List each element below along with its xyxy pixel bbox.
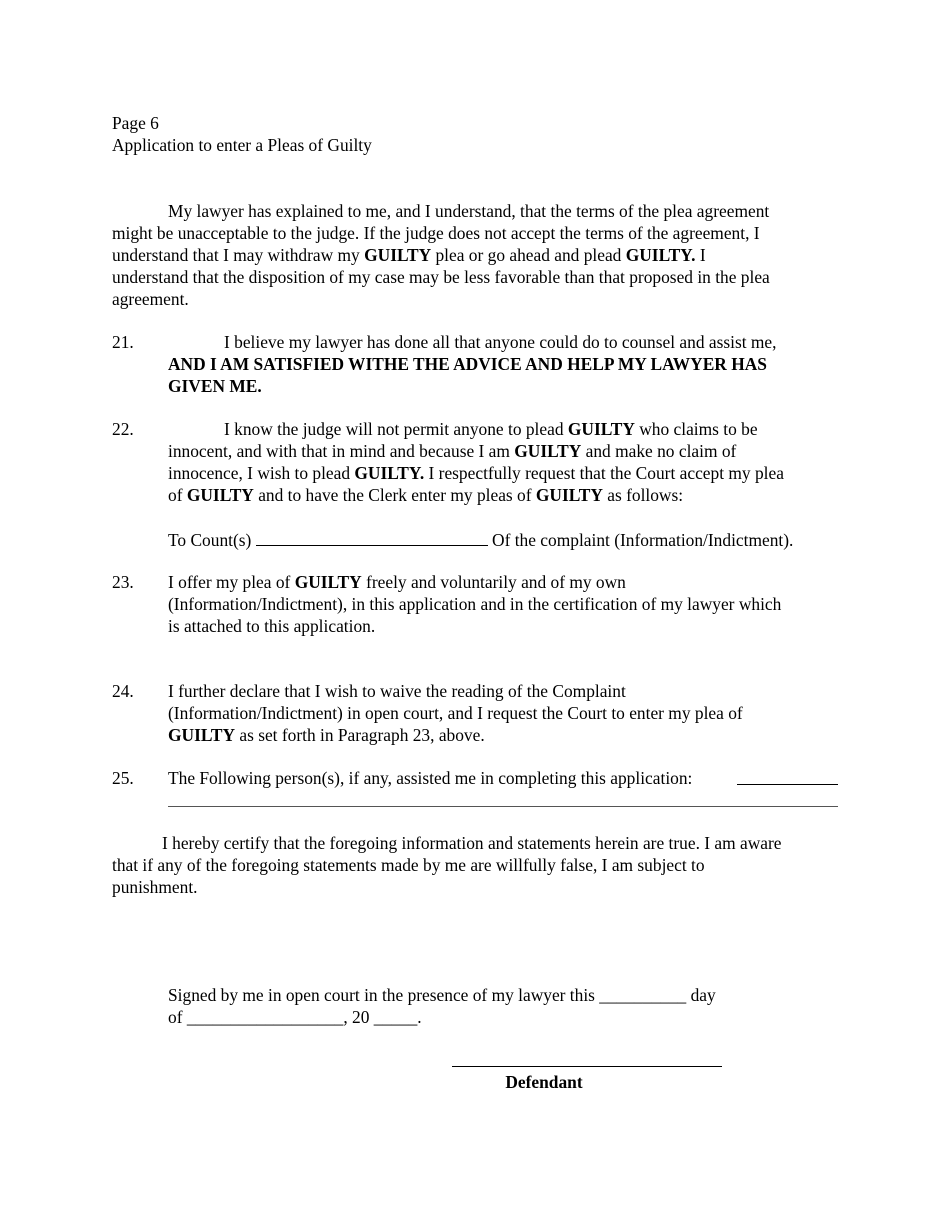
paragraph-number: 22. [112,419,134,439]
document-title: Application to enter a Pleas of Guilty [112,135,372,155]
paragraph-number: 25. [112,768,134,788]
page-number: Page 6 [112,113,159,133]
assistant-name-blank-field[interactable] [737,784,838,785]
assistant-name-continuation-line[interactable] [168,806,838,807]
count-blank-field[interactable] [256,528,488,546]
count-line: To Count(s) Of the complaint (Information/Indictment). [168,530,794,550]
defendant-label: Defendant [505,1072,583,1092]
paragraph-number: 24. [112,681,134,701]
paragraph-number: 21. [112,332,134,352]
paragraph-number: 23. [112,572,134,592]
defendant-signature-line[interactable] [452,1066,722,1067]
